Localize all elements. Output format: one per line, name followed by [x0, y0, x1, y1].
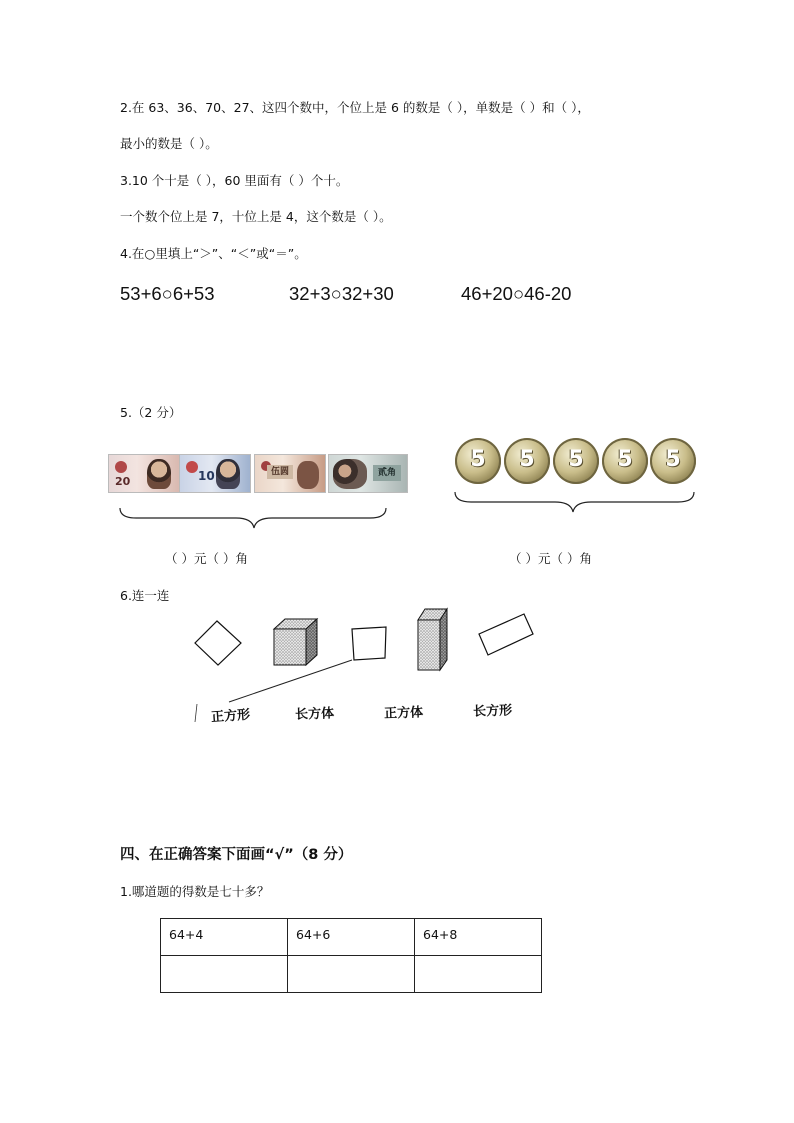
cuboid-shape: [418, 609, 447, 670]
q5-label: 5.（2 分）: [120, 405, 182, 420]
q3-line2: 一个数个位上是 7，十位上是 4，这个数是（ ）。: [120, 209, 392, 224]
q6-label: 6.连一连: [120, 588, 170, 603]
rectangle-shape: [479, 614, 533, 655]
square-shape: [195, 621, 241, 665]
q4-expr-2: 32+3○32+30: [289, 283, 394, 304]
q4-expr-1: 53+6○6+53: [120, 283, 215, 304]
cube-shape: [274, 619, 317, 665]
q2-line2: 最小的数是（ ）。: [120, 136, 218, 151]
table-row: [161, 956, 542, 993]
answer-cell[interactable]: [415, 956, 542, 993]
coin-digit: 5: [665, 447, 681, 472]
small-square-shape: [352, 627, 386, 660]
coin-digit: 5: [519, 447, 535, 472]
banknote-denomination: 贰角: [373, 465, 401, 481]
coin-digit: 5: [617, 447, 633, 472]
banknote-denomination: 伍圆: [267, 465, 293, 479]
table-header-cell: [415, 919, 542, 956]
q4-expr-3: 46+20○46-20: [461, 283, 572, 304]
answer-table: [160, 918, 542, 993]
answer-cell[interactable]: [161, 956, 288, 993]
q2-line1: 2.在 63、36、70、27、这四个数中，个位上是 6 的数是（ ），单数是（ ）和（ ），: [120, 100, 590, 115]
connecting-line: [229, 660, 352, 702]
q5-left-answer: （ ）元（ ）角: [165, 551, 248, 566]
section4-q1: 1.哪道题的得数是七十多？: [120, 884, 270, 899]
q3-line1: 3.10 个十是（ ），60 里面有（ ）个十。: [120, 173, 349, 188]
q5-right-answer: （ ）元（ ）角: [509, 551, 592, 566]
table-header-cell: [288, 919, 415, 956]
table-row: [161, 919, 542, 956]
header-text: 64+8: [423, 927, 458, 942]
name-underline: [195, 704, 197, 722]
header-text: 64+4: [169, 927, 204, 942]
q4-label: 4.在○里填上“＞”、“＜”或“＝”。: [120, 246, 307, 261]
banknote-denomination: 10: [198, 469, 215, 483]
header-text: 64+6: [296, 927, 331, 942]
coin-digit: 5: [568, 447, 584, 472]
name-rectangle: 长方形: [472, 703, 513, 720]
name-cuboid: 长方体: [294, 706, 335, 723]
coin-digit: 5: [470, 447, 486, 472]
table-header-cell: [161, 919, 288, 956]
name-cube: 正方体: [383, 705, 424, 722]
section4-title: 四、在正确答案下面画“√”（8 分）: [120, 847, 353, 863]
answer-cell[interactable]: [288, 956, 415, 993]
name-square: 正方形: [210, 707, 251, 726]
banknote-denomination: 20: [115, 475, 131, 488]
